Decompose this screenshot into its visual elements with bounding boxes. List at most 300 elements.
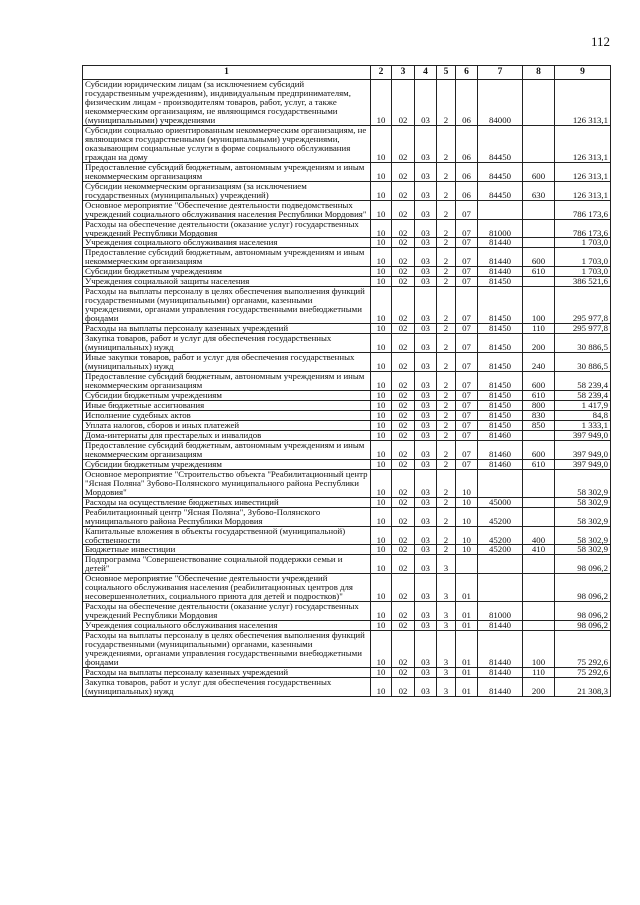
cell-amount: 126 313,1 <box>555 181 611 200</box>
cell-main-activity: 07 <box>456 267 478 277</box>
cell-section: 10 <box>371 526 392 545</box>
cell-expense-type: 600 <box>523 372 555 391</box>
cell-section: 10 <box>371 678 392 697</box>
cell-item-name: Иные закупки товаров, работ и услуг для обеспечения государственных (муниципальных) нужд <box>83 353 371 372</box>
cell-expense-type <box>523 621 555 631</box>
cell-program: 03 <box>415 526 437 545</box>
table-row <box>83 277 611 287</box>
cell-subsection: 02 <box>392 668 415 678</box>
cell-expense-type: 410 <box>523 545 555 555</box>
cell-section: 10 <box>371 621 392 631</box>
cell-section: 10 <box>371 469 392 497</box>
cell-section: 10 <box>371 459 392 469</box>
cell-program: 03 <box>415 459 437 469</box>
cell-amount: 786 173,6 <box>555 200 611 219</box>
cell-expense-type: 610 <box>523 459 555 469</box>
cell-amount: 126 313,1 <box>555 162 611 181</box>
cell-subsection: 02 <box>392 324 415 334</box>
cell-item-name: Субсидии некоммерческим организациям (за исключением государственных (муниципальных) учреждений) <box>83 181 371 200</box>
cell-program: 03 <box>415 80 437 126</box>
cell-subprogram: 2 <box>437 287 456 324</box>
cell-section: 10 <box>371 125 392 162</box>
table-row <box>83 372 611 391</box>
column-header: 6 <box>456 66 478 80</box>
cell-target-code: 45200 <box>478 507 523 526</box>
cell-subsection: 02 <box>392 631 415 668</box>
column-header: 9 <box>555 66 611 80</box>
cell-main-activity: 10 <box>456 497 478 507</box>
cell-section: 10 <box>371 287 392 324</box>
column-header: 5 <box>437 66 456 80</box>
cell-program: 03 <box>415 267 437 277</box>
cell-item-name: Подпрограмма "Совершенствование социальной поддержки семьи и детей" <box>83 555 371 574</box>
cell-program: 03 <box>415 410 437 420</box>
cell-subprogram: 2 <box>437 497 456 507</box>
cell-amount: 295 977,8 <box>555 287 611 324</box>
cell-item-name: Основное мероприятие "Обеспечение деятельности подведомственных учреждений социального обслуживания населения Республики Мордовия" <box>83 200 371 219</box>
cell-subsection: 02 <box>392 80 415 126</box>
table-row <box>83 238 611 248</box>
table-row <box>83 181 611 200</box>
table-row <box>83 602 611 621</box>
cell-section: 10 <box>371 555 392 574</box>
cell-expense-type: 200 <box>523 334 555 353</box>
table-row <box>83 497 611 507</box>
cell-program: 03 <box>415 545 437 555</box>
cell-target-code: 84000 <box>478 80 523 126</box>
cell-section: 10 <box>371 602 392 621</box>
cell-amount: 1 703,0 <box>555 238 611 248</box>
cell-subprogram: 2 <box>437 390 456 400</box>
cell-expense-type: 630 <box>523 181 555 200</box>
cell-main-activity: 07 <box>456 248 478 267</box>
table-row <box>83 621 611 631</box>
cell-subsection: 02 <box>392 440 415 459</box>
cell-subsection: 02 <box>392 162 415 181</box>
cell-item-name: Основное мероприятие "Обеспечение деятельности учреждений социального обслуживания населения (реабилитационных центров для несовершеннолетних, социального приюта для детей и подростков)" <box>83 574 371 602</box>
cell-item-name: Закупка товаров, работ и услуг для обеспечения государственных (муниципальных) нужд <box>83 334 371 353</box>
budget-table <box>82 65 611 697</box>
cell-main-activity: 07 <box>456 430 478 440</box>
cell-subsection: 02 <box>392 334 415 353</box>
cell-main-activity: 06 <box>456 125 478 162</box>
table-row <box>83 390 611 400</box>
table-row <box>83 400 611 410</box>
cell-subsection: 02 <box>392 287 415 324</box>
cell-target-code: 81450 <box>478 400 523 410</box>
cell-expense-type <box>523 574 555 602</box>
table-row <box>83 353 611 372</box>
cell-expense-type: 110 <box>523 324 555 334</box>
cell-main-activity: 10 <box>456 526 478 545</box>
page-number: 112 <box>590 34 610 49</box>
cell-section: 10 <box>371 267 392 277</box>
cell-section: 10 <box>371 238 392 248</box>
cell-expense-type: 400 <box>523 526 555 545</box>
cell-subprogram: 2 <box>437 219 456 238</box>
cell-target-code: 45000 <box>478 497 523 507</box>
cell-target-code: 45200 <box>478 545 523 555</box>
cell-subprogram: 3 <box>437 574 456 602</box>
cell-program: 03 <box>415 181 437 200</box>
cell-expense-type: 100 <box>523 287 555 324</box>
cell-subprogram: 2 <box>437 125 456 162</box>
table-row <box>83 162 611 181</box>
table-row <box>83 410 611 420</box>
cell-section: 10 <box>371 277 392 287</box>
cell-section: 10 <box>371 507 392 526</box>
table-row <box>83 420 611 430</box>
cell-subsection: 02 <box>392 420 415 430</box>
cell-target-code: 81450 <box>478 287 523 324</box>
cell-item-name: Уплата налогов, сборов и иных платежей <box>83 420 371 430</box>
cell-item-name: Предоставление субсидий бюджетным, автономным учреждениям и иным некоммерческим организациям <box>83 162 371 181</box>
cell-target-code: 81450 <box>478 334 523 353</box>
cell-target-code: 81450 <box>478 372 523 391</box>
cell-expense-type <box>523 430 555 440</box>
cell-main-activity: 07 <box>456 372 478 391</box>
cell-amount: 58 302,9 <box>555 469 611 497</box>
cell-main-activity: 07 <box>456 287 478 324</box>
cell-subprogram: 2 <box>437 267 456 277</box>
cell-item-name: Расходы на осуществление бюджетных инвестиций <box>83 497 371 507</box>
cell-main-activity: 06 <box>456 80 478 126</box>
cell-subprogram: 2 <box>437 545 456 555</box>
cell-amount: 58 239,4 <box>555 390 611 400</box>
cell-section: 10 <box>371 181 392 200</box>
cell-section: 10 <box>371 574 392 602</box>
cell-item-name: Расходы на выплаты персоналу в целях обеспечения выполнения функций государственными (муниципальными) органами, казенными учреждениями, органами управления государственными внебюджетными фондами <box>83 287 371 324</box>
cell-subprogram: 2 <box>437 277 456 287</box>
cell-subsection: 02 <box>392 200 415 219</box>
cell-subprogram: 2 <box>437 162 456 181</box>
cell-target-code: 81450 <box>478 420 523 430</box>
cell-subsection: 02 <box>392 267 415 277</box>
cell-amount: 98 096,2 <box>555 602 611 621</box>
cell-program: 03 <box>415 631 437 668</box>
cell-section: 10 <box>371 334 392 353</box>
cell-subprogram: 3 <box>437 631 456 668</box>
cell-expense-type <box>523 125 555 162</box>
table-row <box>83 555 611 574</box>
table-row <box>83 219 611 238</box>
cell-subprogram: 2 <box>437 507 456 526</box>
cell-target-code <box>478 200 523 219</box>
cell-target-code <box>478 574 523 602</box>
cell-subprogram: 3 <box>437 602 456 621</box>
column-header: 3 <box>392 66 415 80</box>
cell-item-name: Предоставление субсидий бюджетным, автономным учреждениям и иным некоммерческим организациям <box>83 248 371 267</box>
cell-target-code: 84450 <box>478 125 523 162</box>
cell-item-name: Субсидии юридическим лицам (за исключением субсидий государственным учреждениям), индивидуальным предпринимателям, физическим лицам - производителям товаров, работ, услуг, а также некоммерческим организациям, не являющимся государственными (муниципальными) учреждениями <box>83 80 371 126</box>
cell-main-activity: 07 <box>456 400 478 410</box>
cell-item-name: Субсидии бюджетным учреждениям <box>83 459 371 469</box>
cell-program: 03 <box>415 287 437 324</box>
cell-subsection: 02 <box>392 372 415 391</box>
cell-section: 10 <box>371 631 392 668</box>
cell-expense-type: 200 <box>523 678 555 697</box>
cell-section: 10 <box>371 420 392 430</box>
cell-expense-type <box>523 469 555 497</box>
cell-amount: 1 333,1 <box>555 420 611 430</box>
cell-expense-type <box>523 555 555 574</box>
cell-item-name: Капитальные вложения в объекты государственной (муниципальной) собственности <box>83 526 371 545</box>
cell-target-code: 81000 <box>478 219 523 238</box>
cell-subprogram: 2 <box>437 410 456 420</box>
cell-target-code: 81000 <box>478 602 523 621</box>
cell-section: 10 <box>371 430 392 440</box>
cell-subprogram: 2 <box>437 353 456 372</box>
cell-item-name: Учреждения социального обслуживания населения <box>83 238 371 248</box>
cell-item-name: Иные бюджетные ассигнования <box>83 400 371 410</box>
cell-main-activity: 01 <box>456 631 478 668</box>
cell-main-activity: 07 <box>456 390 478 400</box>
cell-subsection: 02 <box>392 277 415 287</box>
cell-expense-type: 850 <box>523 420 555 430</box>
cell-program: 03 <box>415 277 437 287</box>
cell-amount: 75 292,6 <box>555 668 611 678</box>
cell-subprogram: 2 <box>437 459 456 469</box>
cell-program: 03 <box>415 440 437 459</box>
table-header-row <box>83 66 611 80</box>
cell-expense-type <box>523 497 555 507</box>
cell-section: 10 <box>371 545 392 555</box>
cell-expense-type: 240 <box>523 353 555 372</box>
cell-program: 03 <box>415 200 437 219</box>
cell-subprogram: 3 <box>437 678 456 697</box>
cell-program: 03 <box>415 678 437 697</box>
cell-item-name: Субсидии бюджетным учреждениям <box>83 267 371 277</box>
cell-program: 03 <box>415 125 437 162</box>
cell-subprogram: 2 <box>437 181 456 200</box>
cell-subsection: 02 <box>392 459 415 469</box>
cell-expense-type: 100 <box>523 631 555 668</box>
cell-target-code: 81450 <box>478 390 523 400</box>
cell-amount: 58 302,9 <box>555 545 611 555</box>
cell-subsection: 02 <box>392 430 415 440</box>
cell-main-activity: 07 <box>456 238 478 248</box>
cell-section: 10 <box>371 372 392 391</box>
cell-main-activity: 07 <box>456 277 478 287</box>
cell-subsection: 02 <box>392 507 415 526</box>
cell-main-activity: 10 <box>456 507 478 526</box>
cell-item-name: Учреждения социального обслуживания населения <box>83 621 371 631</box>
table-row <box>83 200 611 219</box>
cell-program: 03 <box>415 602 437 621</box>
table-row <box>83 668 611 678</box>
cell-subsection: 02 <box>392 469 415 497</box>
cell-section: 10 <box>371 200 392 219</box>
cell-program: 03 <box>415 248 437 267</box>
cell-target-code: 81450 <box>478 353 523 372</box>
cell-item-name: Предоставление субсидий бюджетным, автономным учреждениям и иным некоммерческим организациям <box>83 440 371 459</box>
cell-expense-type: 610 <box>523 267 555 277</box>
table-row <box>83 459 611 469</box>
table-row <box>83 430 611 440</box>
table-row <box>83 324 611 334</box>
cell-amount: 98 096,2 <box>555 621 611 631</box>
cell-target-code: 81440 <box>478 631 523 668</box>
cell-subsection: 02 <box>392 526 415 545</box>
cell-program: 03 <box>415 162 437 181</box>
table-row <box>83 526 611 545</box>
cell-subsection: 02 <box>392 555 415 574</box>
cell-target-code: 45200 <box>478 526 523 545</box>
cell-section: 10 <box>371 410 392 420</box>
cell-item-name: Расходы на выплаты персоналу казенных учреждений <box>83 668 371 678</box>
cell-subsection: 02 <box>392 390 415 400</box>
table-row <box>83 631 611 668</box>
cell-subsection: 02 <box>392 602 415 621</box>
cell-amount: 397 949,0 <box>555 430 611 440</box>
cell-subprogram: 2 <box>437 248 456 267</box>
cell-amount: 58 302,9 <box>555 526 611 545</box>
cell-subsection: 02 <box>392 219 415 238</box>
cell-program: 03 <box>415 420 437 430</box>
cell-item-name: Дома-интернаты для престарелых и инвалидов <box>83 430 371 440</box>
cell-amount: 397 949,0 <box>555 440 611 459</box>
cell-program: 03 <box>415 400 437 410</box>
cell-target-code: 81440 <box>478 621 523 631</box>
cell-program: 03 <box>415 372 437 391</box>
cell-main-activity: 01 <box>456 621 478 631</box>
cell-target-code: 81460 <box>478 440 523 459</box>
cell-expense-type <box>523 277 555 287</box>
cell-main-activity: 07 <box>456 334 478 353</box>
cell-target-code: 81440 <box>478 238 523 248</box>
cell-subsection: 02 <box>392 125 415 162</box>
cell-program: 03 <box>415 555 437 574</box>
cell-target-code: 84450 <box>478 162 523 181</box>
column-header: 1 <box>83 66 371 80</box>
cell-item-name: Расходы на выплаты персоналу в целях обеспечения выполнения функций государственными (муниципальными) органами, казенными учреждениями, органами управления государственными внебюджетными фондами <box>83 631 371 668</box>
cell-amount: 30 886,5 <box>555 334 611 353</box>
cell-program: 03 <box>415 238 437 248</box>
cell-amount: 58 302,9 <box>555 507 611 526</box>
cell-target-code: 81440 <box>478 267 523 277</box>
cell-main-activity: 07 <box>456 353 478 372</box>
table-row <box>83 334 611 353</box>
cell-program: 03 <box>415 390 437 400</box>
cell-item-name: Предоставление субсидий бюджетным, автономным учреждениям и иным некоммерческим организациям <box>83 372 371 391</box>
cell-program: 03 <box>415 574 437 602</box>
cell-target-code <box>478 469 523 497</box>
cell-subsection: 02 <box>392 353 415 372</box>
cell-program: 03 <box>415 334 437 353</box>
cell-subprogram: 2 <box>437 334 456 353</box>
cell-main-activity: 07 <box>456 219 478 238</box>
cell-main-activity: 07 <box>456 410 478 420</box>
cell-expense-type: 110 <box>523 668 555 678</box>
cell-subprogram: 2 <box>437 200 456 219</box>
cell-amount: 98 096,2 <box>555 574 611 602</box>
cell-target-code: 84450 <box>478 181 523 200</box>
cell-expense-type: 600 <box>523 248 555 267</box>
table-row <box>83 469 611 497</box>
cell-main-activity: 07 <box>456 324 478 334</box>
cell-section: 10 <box>371 390 392 400</box>
cell-subprogram: 2 <box>437 238 456 248</box>
cell-amount: 1 703,0 <box>555 248 611 267</box>
cell-expense-type <box>523 602 555 621</box>
cell-subprogram: 2 <box>437 430 456 440</box>
table-row <box>83 678 611 697</box>
cell-main-activity: 07 <box>456 420 478 430</box>
cell-expense-type: 830 <box>523 410 555 420</box>
cell-target-code: 81440 <box>478 678 523 697</box>
cell-subprogram: 2 <box>437 324 456 334</box>
cell-target-code: 81450 <box>478 410 523 420</box>
cell-program: 03 <box>415 353 437 372</box>
cell-subsection: 02 <box>392 574 415 602</box>
cell-main-activity: 01 <box>456 668 478 678</box>
cell-section: 10 <box>371 80 392 126</box>
cell-amount: 1 703,0 <box>555 267 611 277</box>
cell-subsection: 02 <box>392 545 415 555</box>
cell-subprogram: 3 <box>437 621 456 631</box>
cell-main-activity: 06 <box>456 162 478 181</box>
cell-expense-type <box>523 80 555 126</box>
table-row <box>83 125 611 162</box>
cell-subprogram: 2 <box>437 420 456 430</box>
cell-item-name: Реабилитационный центр "Ясная Поляна", Зубово-Полянского муниципального района Республики Мордовия <box>83 507 371 526</box>
cell-subsection: 02 <box>392 621 415 631</box>
cell-program: 03 <box>415 507 437 526</box>
cell-subprogram: 2 <box>437 372 456 391</box>
cell-section: 10 <box>371 440 392 459</box>
cell-amount: 397 949,0 <box>555 459 611 469</box>
cell-main-activity: 10 <box>456 545 478 555</box>
cell-item-name: Бюджетные инвестиции <box>83 545 371 555</box>
cell-item-name: Расходы на обеспечение деятельности (оказание услуг) государственных учреждений Республики Мордовия <box>83 602 371 621</box>
column-header: 8 <box>523 66 555 80</box>
table-row <box>83 507 611 526</box>
cell-subsection: 02 <box>392 678 415 697</box>
cell-amount: 84,8 <box>555 410 611 420</box>
cell-amount: 386 521,6 <box>555 277 611 287</box>
cell-program: 03 <box>415 469 437 497</box>
cell-amount: 98 096,2 <box>555 555 611 574</box>
cell-program: 03 <box>415 219 437 238</box>
cell-main-activity: 07 <box>456 459 478 469</box>
cell-expense-type: 610 <box>523 390 555 400</box>
column-header: 7 <box>478 66 523 80</box>
cell-program: 03 <box>415 668 437 678</box>
cell-amount: 126 313,1 <box>555 125 611 162</box>
cell-item-name: Субсидии бюджетным учреждениям <box>83 390 371 400</box>
cell-program: 03 <box>415 621 437 631</box>
cell-section: 10 <box>371 219 392 238</box>
cell-subprogram: 3 <box>437 668 456 678</box>
cell-item-name: Расходы на выплаты персоналу казенных учреждений <box>83 324 371 334</box>
cell-main-activity: 01 <box>456 602 478 621</box>
cell-main-activity <box>456 555 478 574</box>
cell-subprogram: 3 <box>437 555 456 574</box>
cell-subsection: 02 <box>392 410 415 420</box>
cell-section: 10 <box>371 353 392 372</box>
cell-subprogram: 2 <box>437 400 456 410</box>
cell-amount: 21 308,3 <box>555 678 611 697</box>
cell-subsection: 02 <box>392 400 415 410</box>
cell-expense-type: 800 <box>523 400 555 410</box>
cell-expense-type: 600 <box>523 440 555 459</box>
cell-main-activity: 07 <box>456 200 478 219</box>
table-row <box>83 248 611 267</box>
cell-amount: 126 313,1 <box>555 80 611 126</box>
cell-amount: 786 173,6 <box>555 219 611 238</box>
cell-target-code: 81440 <box>478 248 523 267</box>
cell-section: 10 <box>371 248 392 267</box>
